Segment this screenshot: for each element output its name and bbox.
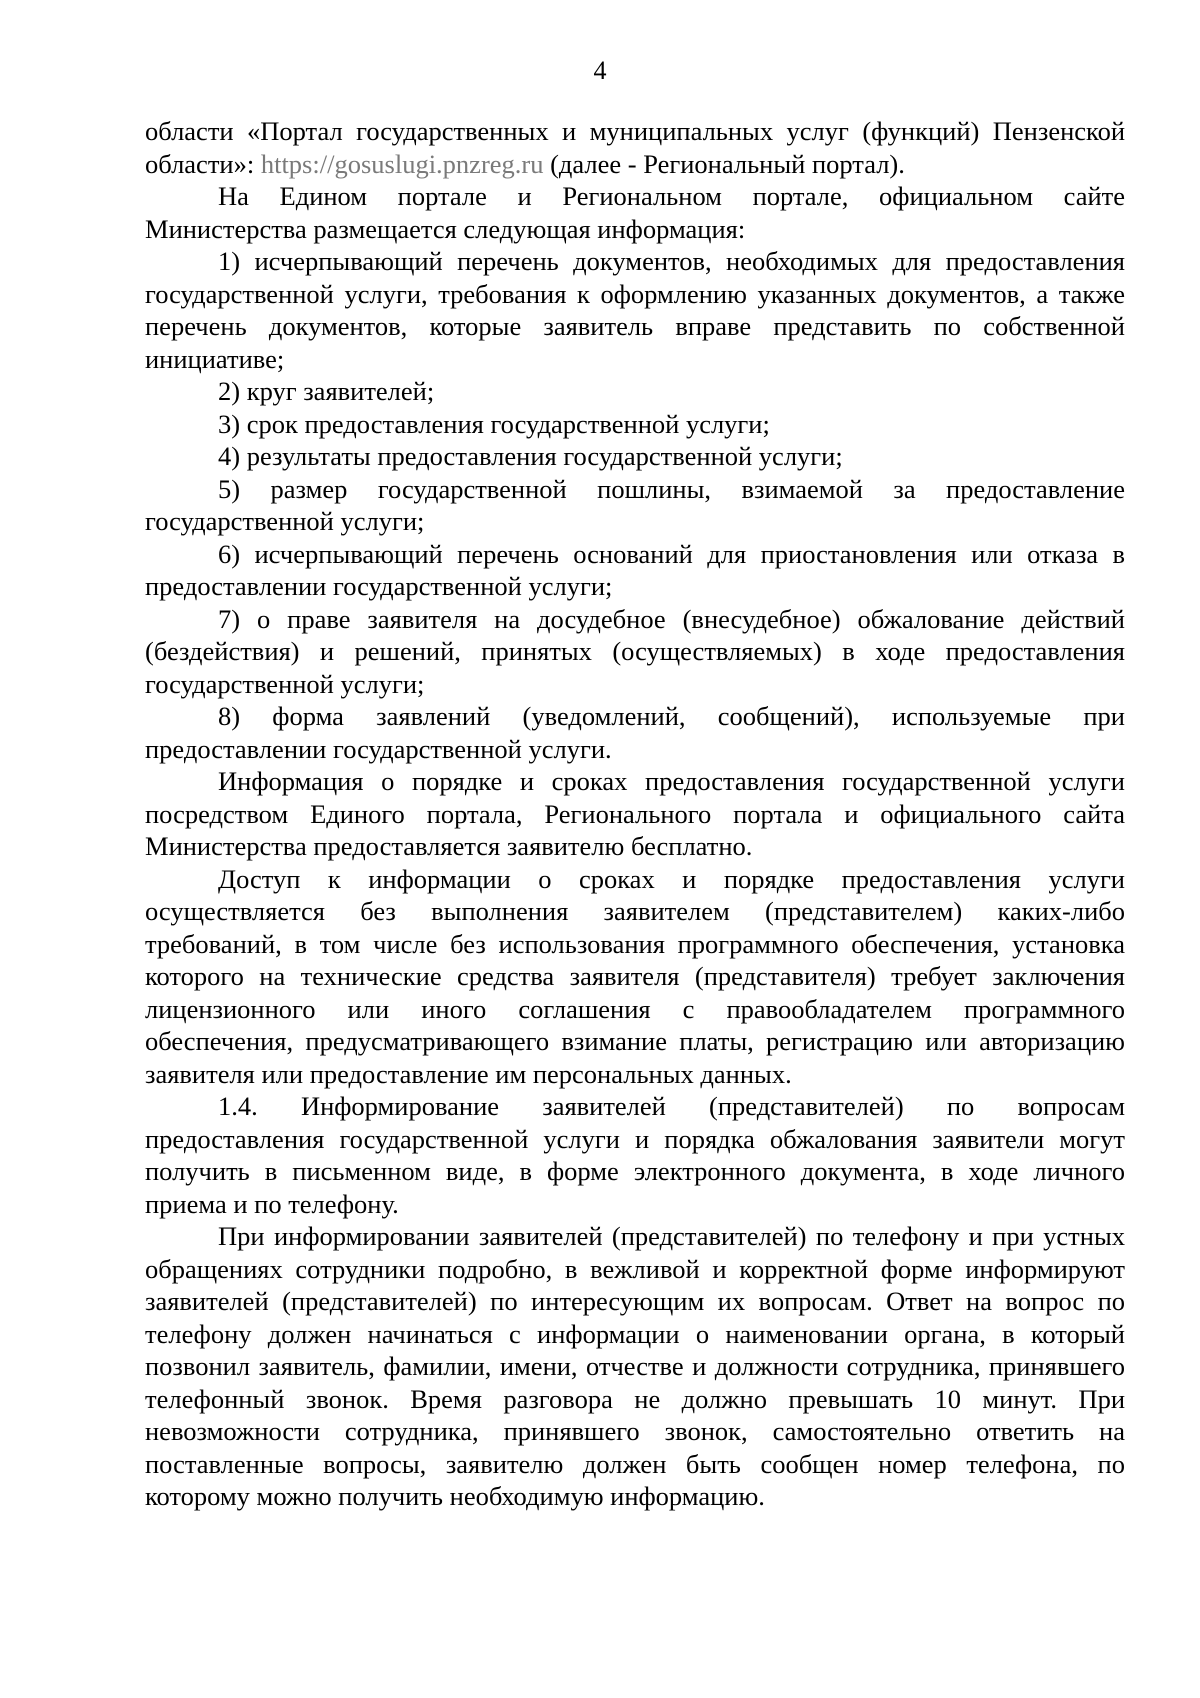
- list-item-4: 4) результаты предоставления государственной услуги;: [218, 441, 843, 471]
- list-item-5: 5) размер государственной пошлины, взимаемой за предоставление государственной услуги;: [145, 473, 1125, 536]
- paragraph-intro: На Едином портале и Региональном портале, официальном сайте Министерства размещается следующая информация:: [145, 181, 1125, 244]
- list-item-8: 8) форма заявлений (уведомлений, сообщений), используемые при предоставлении государственной услуги.: [145, 701, 1125, 764]
- document-body: [145, 115, 1125, 1513]
- paragraph-access: Доступ к информации о сроках и порядке предоставления услуги осуществляется без выполнения заявителем (представителем) каких-либо требований, в том числе без использования программного обеспечения, установка которого на технические средства заявителя (представителя) требует заключения лицензионного или иного соглашения с правообладателем программного обеспечения, предусматривающего взимание платы, регистрацию или авторизацию заявителя или предоставление им персональных данных.: [145, 863, 1125, 1089]
- paragraph-text: области «Портал государственных и муниципальных услуг (функций) Пензенской области»:: [145, 116, 1125, 179]
- paragraph-text: (далее - Региональный портал).: [543, 148, 905, 179]
- paragraph-portal-name: [145, 115, 1125, 180]
- page-number: 4: [593, 56, 607, 85]
- list-item-6: 6) исчерпывающий перечень оснований для приостановления или отказа в предоставлении государственной услуги;: [145, 538, 1125, 601]
- paragraph-phone-info: При информировании заявителей (представителей) по телефону и при устных обращениях сотрудники подробно, в вежливой и корректной форме информируют заявителей (представителей) по интересующим их вопросам. Ответ на вопрос по телефону должен начинаться с информации о наименовании органа, в который позвонил заявитель, фамилии, имени, отчестве и должности сотрудника, принявшего телефонный звонок. Время разговора не должно превышать 10 минут. При невозможности сотрудника, принявшего звонок, самостоятельно ответить на поставленные вопросы, заявителю должен быть сообщен номер телефона, по которому можно получить необходимую информацию.: [145, 1221, 1125, 1511]
- list-item-1: 1) исчерпывающий перечень документов, необходимых для предоставления государственной услуги, требования к оформлению указанных документов, а также перечень документов, которые заявитель вправе представить по собственной инициативе;: [145, 246, 1125, 374]
- section-1-4: 1.4. Информирование заявителей (представителей) по вопросам предоставления государственной услуги и порядка обжалования заявители могут получить в письменном виде, в форме электронного документа, в ходе личного приема и по телефону.: [145, 1091, 1125, 1219]
- paragraph-free-info: Информация о порядке и сроках предоставления государственной услуги посредством Единого портала, Регионального портала и официального сайта Министерства предоставляется заявителю бесплатно.: [145, 766, 1125, 861]
- list-item-2: 2) круг заявителей;: [218, 376, 435, 406]
- regional-portal-link[interactable]: https://gosuslugi.pnzreg.ru: [260, 148, 544, 179]
- list-item-7: 7) о праве заявителя на досудебное (внесудебное) обжалование действий (бездействия) и решений, принятых (осуществляемых) в ходе предоставления государственной услуги;: [145, 603, 1125, 699]
- list-item-3: 3) срок предоставления государственной услуги;: [218, 408, 770, 439]
